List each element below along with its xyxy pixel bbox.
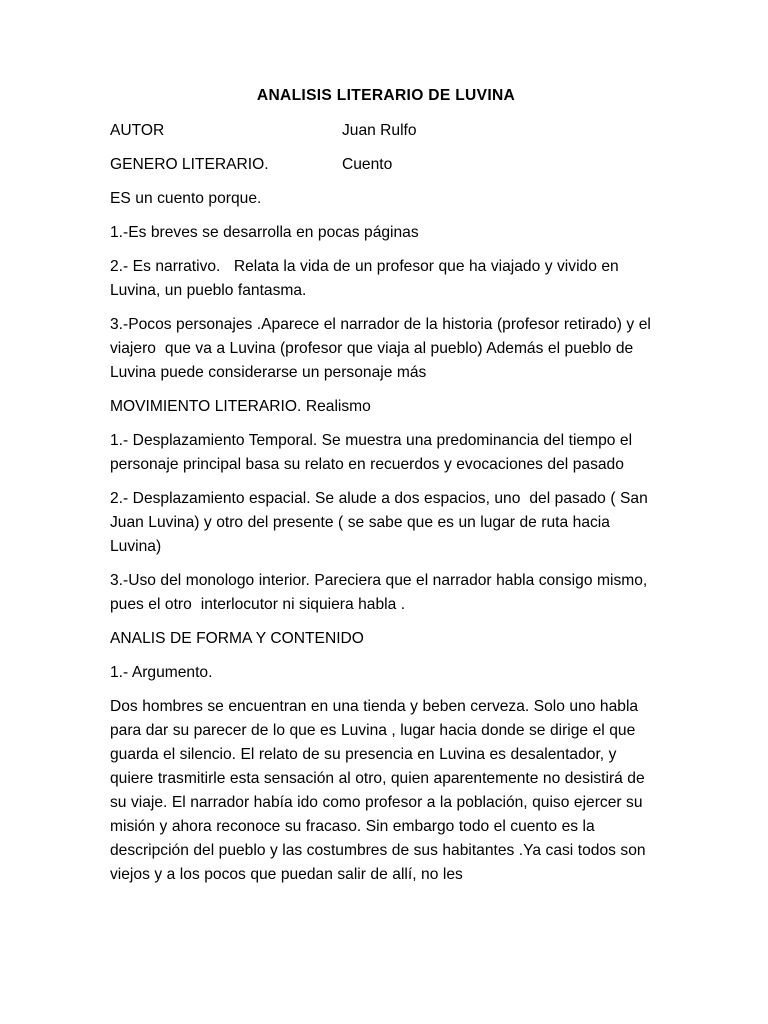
field-value-autor: Juan Rulfo xyxy=(342,122,417,139)
heading-analis-de-forma-y-contenido: ANALIS DE FORMA Y CONTENIDO xyxy=(110,630,364,647)
field-row-autor xyxy=(110,119,662,143)
field-label-genero-literario: GENERO LITERARIO. xyxy=(110,156,269,173)
paragraph-punto-2-narrativo: 2.- Es narrativo. Relata la vida de un profesor que ha viajado y vivido en Luvina, un pueblo fantasma. xyxy=(110,258,624,299)
paragraph-punto-3-personajes: 3.-Pocos personajes .Aparece el narrador de la historia (profesor retirado) y el viajero que va a Luvina (profesor que viaja al pueblo) Además el pueblo de Luvina puede considerarse un personaje más xyxy=(110,316,656,381)
paragraph-desplazamiento-espacial: 2.- Desplazamiento espacial. Se alude a dos espacios, uno del pasado ( San Juan Luvina) y otro del presente ( se sabe que es un lugar de ruta hacia Luvina) xyxy=(110,490,653,555)
paragraph-argumento-resumen: Dos hombres se encuentran en una tienda y beben cerveza. Solo uno habla para dar su parecer de lo que es Luvina , lugar hacia donde se dirige el que guarda el silencio. El relato de su presencia en Luvina es desalentador, y quiere trasmitirle esta sensación al otro, quien aparentemente no desistirá de su viaje. El narrador había ido como profesor a la población, quiso ejercer su misión y ahora reconoce su fracaso. Sin embargo todo el cuento es la descripción del pueblo y las costumbres de sus habitantes .Ya casi todos son viejos y a los pocos que puedan salir de allí, no les xyxy=(110,698,651,883)
paragraph-punto-1-breve: 1.-Es breves se desarrolla en pocas páginas xyxy=(110,224,419,241)
paragraph-es-un-cuento-porque: ES un cuento porque. xyxy=(110,190,262,207)
heading-movimiento-literario: MOVIMIENTO LITERARIO. Realismo xyxy=(110,398,371,415)
paragraph-monologo-interior: 3.-Uso del monologo interior. Pareciera que el narrador habla consigo mismo, pues el otro interlocutor ni siquiera habla . xyxy=(110,572,652,613)
field-label-autor: AUTOR xyxy=(110,122,165,139)
page-title: ANALISIS LITERARIO DE LUVINA xyxy=(256,87,516,104)
field-row-genero-literario xyxy=(110,153,662,177)
paragraph-desplazamiento-temporal: 1.- Desplazamiento Temporal. Se muestra una predominancia del tiempo el personaje principal basa su relato en recuerdos y evocaciones del pasado xyxy=(110,432,637,473)
heading-argumento: 1.- Argumento. xyxy=(110,664,213,681)
field-value-genero-literario: Cuento xyxy=(342,156,393,173)
document-content xyxy=(110,84,662,897)
